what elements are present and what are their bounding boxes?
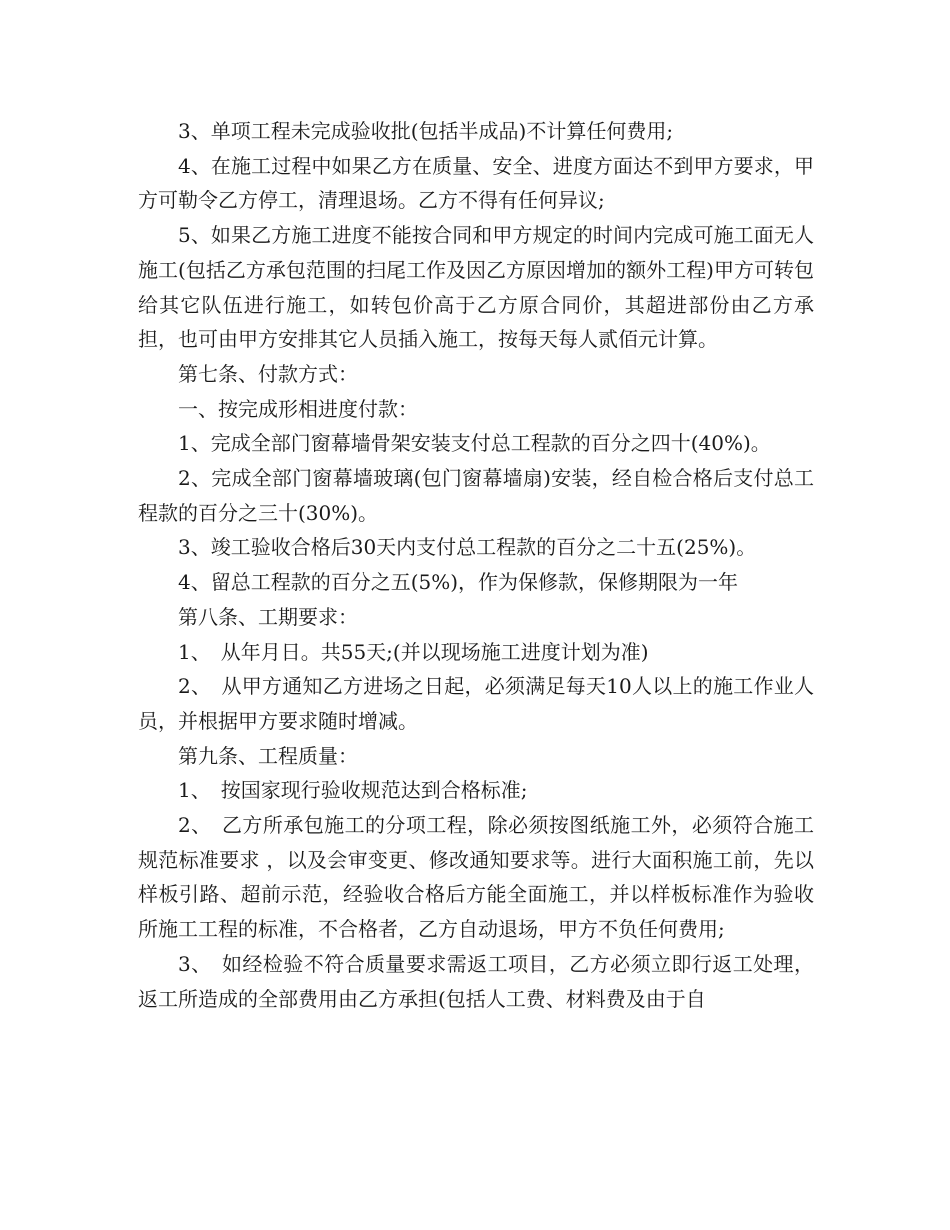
section-heading: 第九条、工程质量： <box>178 743 358 768</box>
clause-paragraph: 1、 从年月日。共55天;(并以现场施工进度计划为准) <box>178 639 649 664</box>
clause-paragraph: 2、完成全部门窗幕墙玻璃(包门窗幕墙扇)安装，经自检合格后支付总工程款的百分之三十(30%)。 <box>138 466 814 525</box>
clause-paragraph: 2、 乙方所承包施工的分项工程，除必须按图纸施工外，必须符合施工规范标准要求 ，以及会审变更、修改通知要求等。进行大面积施工前，先以样板引路、超前示范，经验收合格后方能全面施工，并以样板标准作为验收所施工工程的标准，不合格者，乙方自动退场，甲方不负任何费用; <box>138 813 814 942</box>
clause-paragraph: 2、 从甲方通知乙方进场之日起，必须满足每天10人以上的施工作业人员，并根据甲方要求随时增减。 <box>138 674 814 733</box>
document-body <box>138 114 814 1016</box>
clause-paragraph: 1、完成全部门窗幕墙骨架安装支付总工程款的百分之四十(40%)。 <box>178 431 771 456</box>
clause-paragraph: 3、单项工程未完成验收批(包括半成品)不计算任何费用; <box>178 119 674 143</box>
clause-paragraph: 1、 按国家现行验收规范达到合格标准; <box>178 778 528 803</box>
clause-paragraph: 5、如果乙方施工进度不能按合同和甲方规定的时间内完成可施工面无人施工(包括乙方承包范围的扫尾工作及因乙方原因增加的额外工程)甲方可转包给其它队伍进行施工，如转包价高于乙方原合同价，其超进部份由乙方承担，也可由甲方安排其它人员插入施工，按每天每人贰佰元计算。 <box>138 223 814 352</box>
section-heading: 第八条、工期要求： <box>178 604 358 629</box>
clause-paragraph: 3、 如经检验不符合质量要求需返工项目，乙方必须立即行返工处理，返工所造成的全部费用由乙方承担(包括人工费、材料费及由于自 <box>138 951 814 1011</box>
subsection-heading: 一、按完成形相进度付款： <box>178 396 418 421</box>
clause-paragraph: 4、在施工过程中如果乙方在质量、安全、进度方面达不到甲方要求，甲方可勒令乙方停工，清理退场。乙方不得有任何异议; <box>138 153 814 213</box>
clause-paragraph: 3、竣工验收合格后30天内支付总工程款的百分之二十五(25%)。 <box>178 535 757 560</box>
section-heading: 第七条、付款方式： <box>178 361 358 386</box>
clause-paragraph: 4、留总工程款的百分之五(5%)，作为保修款，保修期限为一年 <box>178 570 739 595</box>
